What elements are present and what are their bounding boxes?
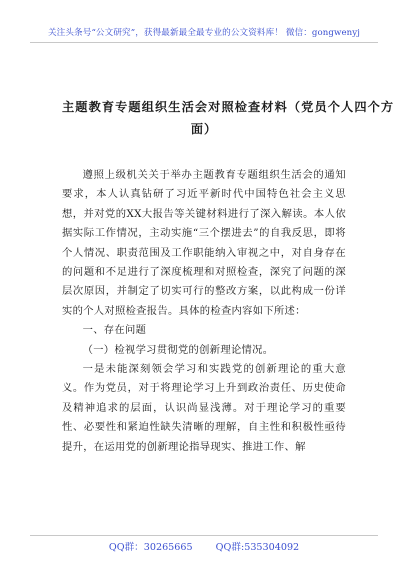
body-paragraph-intro: 遵照上级机关关于举办主题教育专题组织生活会的通知要求，本人认真钻研了习近平新时代中国特色社会主义思想，并对党的XX大报告等关键材料进行了深入解读。本人依据实际工作情况，主动实施“三个摆进去”的自我反思，即将个人情况、职责范围及工作职能纳入审视之中，对自身存在的问题和不足进行了深度梳理和对照检查，深究了问题的深层次原因，并制定了切实可行的整改方案，以此构成一份详实的个人对照检查报告。具体的检查内容如下所述： [62,169,346,317]
document-body [62,166,346,457]
footer-qq-group-1: QQ群：30265665 [108,542,193,553]
footer-divider [30,535,378,536]
subsection-heading-theory: （一）检视学习贯彻党的创新理论情况。 [82,343,274,356]
document-title-line1: 主题教育专题组织生活会对照检查材料（党员个人四个方 [62,100,395,114]
header-promo-note: 关注头条号“公文研究”，获得最新最全最专业的公文资料库！ 微信：gongwenyj [47,28,361,38]
header-divider [30,42,378,43]
section-heading-problems: 一、存在问题 [82,324,147,337]
footer-qq-group-2: QQ群:535304092 [215,542,300,553]
document-title-line2: 面） [190,122,218,136]
body-paragraph-point-one: 一是未能深刻领会学习和实践党的创新理论的重大意义。作为党员，对于将理论学习上升到政治责任、历史使命及精神追求的层面，认识尚显浅薄。对于理论学习的重要性、必要性和紧迫性缺失清晰的理解，自主性和积极性亟待提升，在运用党的创新理论指导现实、推进工作、解 [62,363,346,453]
footer-contact [0,539,408,553]
